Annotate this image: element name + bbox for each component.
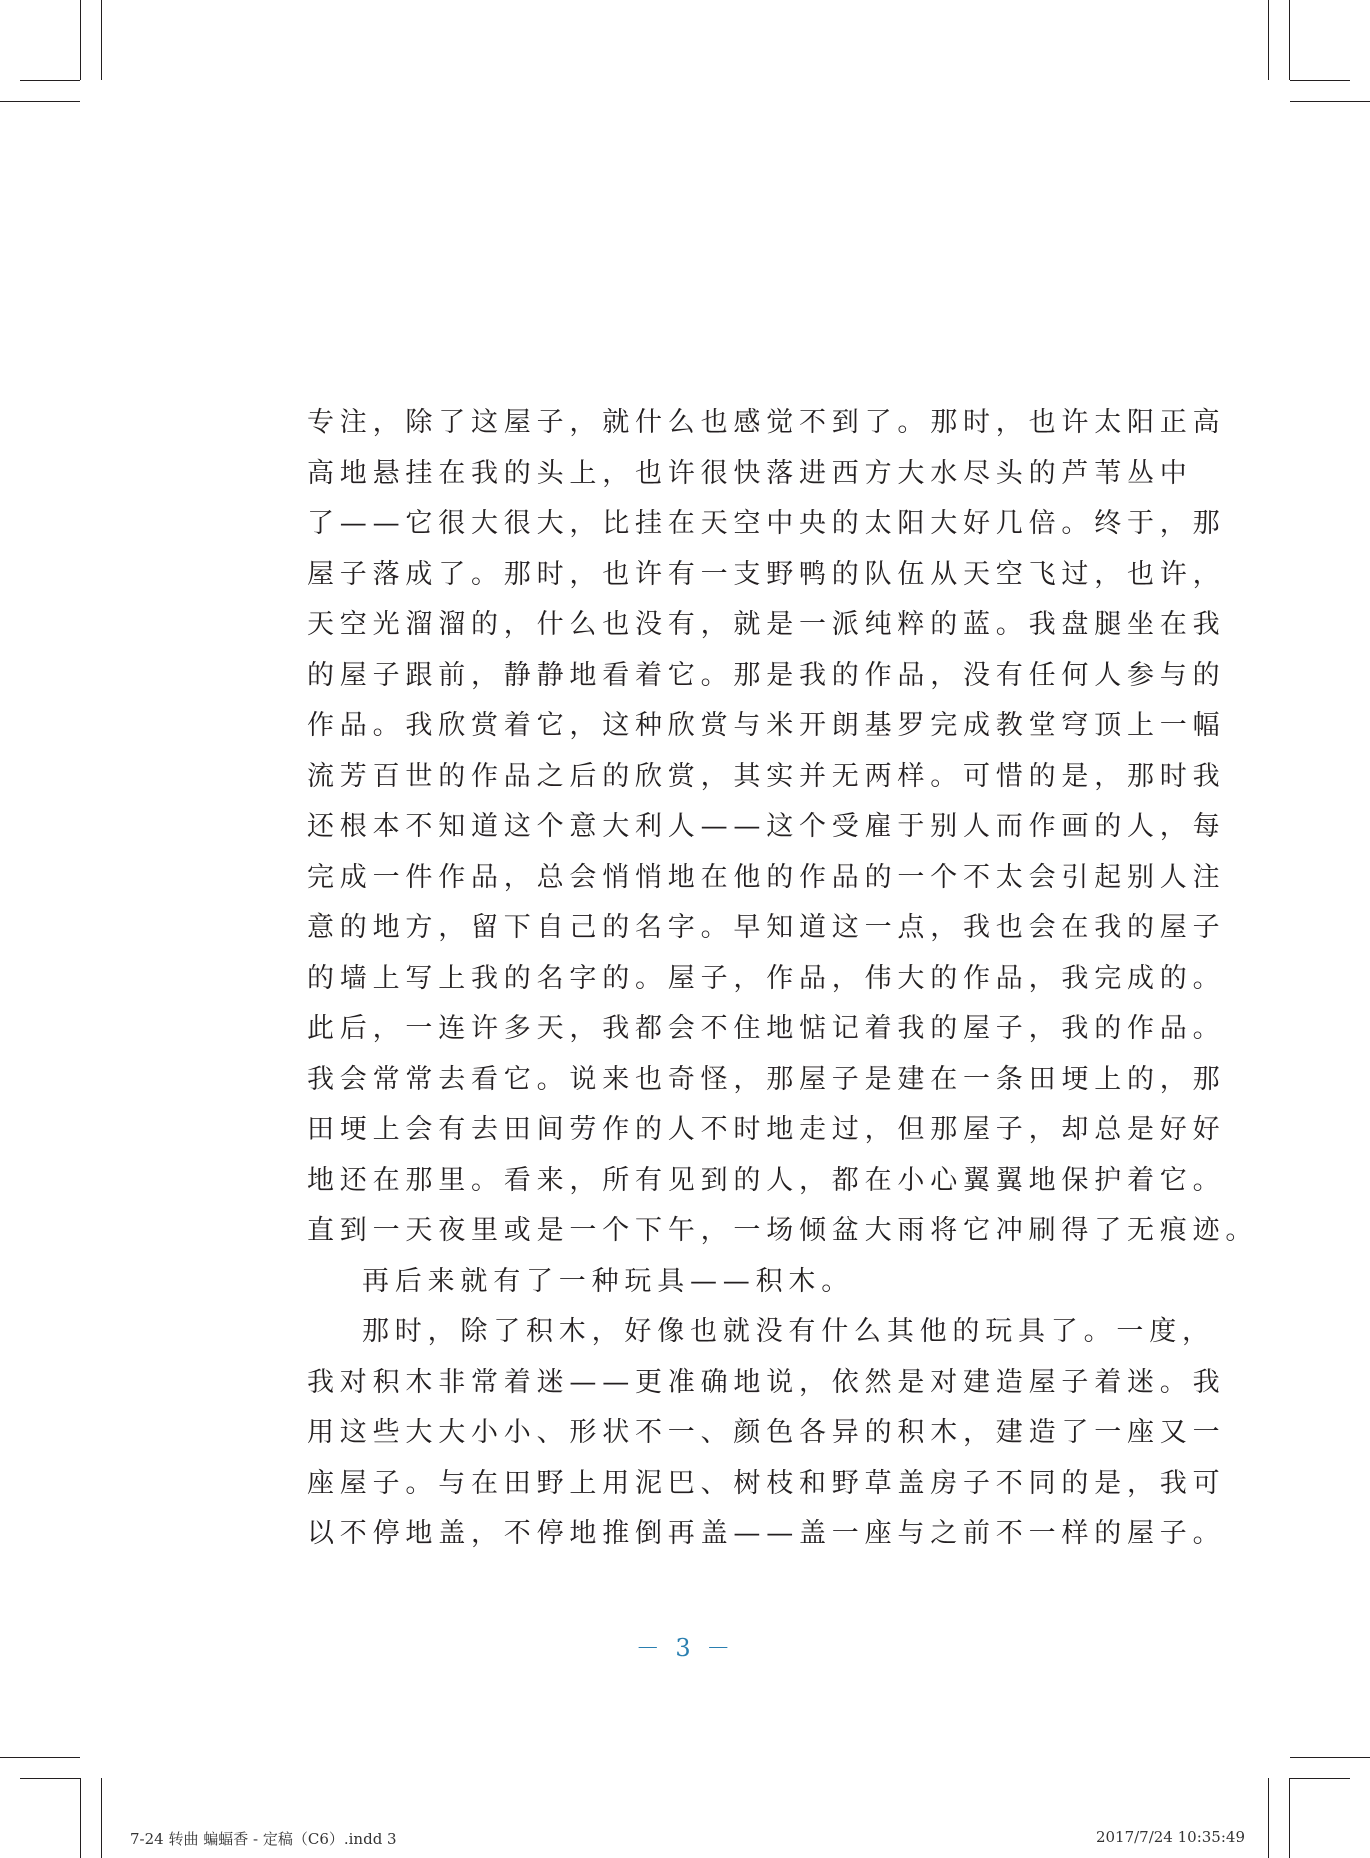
crop-mark xyxy=(1268,0,1269,80)
text-line: 屋子落成了。那时，也许有一支野鸭的队伍从天空飞过，也许， xyxy=(307,558,1226,590)
crop-mark xyxy=(20,80,80,81)
footer-timestamp: 2017/7/24 10:35:49 xyxy=(1095,1828,1245,1846)
text-line: 专注，除了这屋子，就什么也感觉不到了。那时，也许太阳正高 xyxy=(307,407,1226,438)
paragraph-start-line: 那时，除了积木，好像也就没有什么其他的玩具了。一度， xyxy=(362,1316,1215,1347)
crop-mark xyxy=(80,1778,81,1858)
crop-mark xyxy=(1268,1778,1269,1858)
text-line: 此后，一连许多天，我都会不住地惦记着我的屋子，我的作品。 xyxy=(307,1013,1226,1044)
text-line: 我会常常去看它。说来也奇怪，那屋子是建在一条田埂上的，那 xyxy=(307,1063,1226,1095)
text-line: 的屋子跟前，静静地看着它。那是我的作品，没有任何人参与的 xyxy=(307,659,1226,691)
paragraph-start-line: 再后来就有了一种玩具——积木。 xyxy=(362,1265,854,1297)
text-line: 高地悬挂在我的头上，也许很快落进西方大水尽头的芦苇丛中 xyxy=(307,457,1193,489)
crop-mark xyxy=(1289,0,1290,80)
text-line: 意的地方，留下自己的名字。早知道这一点，我也会在我的屋子 xyxy=(307,912,1226,943)
page-number: － 3 － xyxy=(635,1634,735,1662)
crop-mark xyxy=(101,1778,102,1858)
crop-mark xyxy=(1289,1778,1290,1858)
footer-file-info: 7-24 转曲 蝙蝠香 - 定稿（C6）.indd 3 xyxy=(130,1830,397,1848)
crop-mark xyxy=(0,101,80,102)
crop-mark xyxy=(80,0,81,80)
text-line: 直到一天夜里或是一个下午，一场倾盆大雨将它冲刷得了无痕迹。 xyxy=(307,1215,1259,1246)
text-line: 作品。我欣赏着它，这种欣赏与米开朗基罗完成教堂穹顶上一幅 xyxy=(307,710,1226,741)
crop-mark xyxy=(1290,80,1350,81)
crop-mark xyxy=(1290,1778,1350,1779)
crop-mark xyxy=(1290,1757,1370,1758)
text-line: 天空光溜溜的，什么也没有，就是一派纯粹的蓝。我盘腿坐在我 xyxy=(307,609,1226,640)
text-line: 用这些大大小小、形状不一、颜色各异的积木，建造了一座又一 xyxy=(307,1417,1226,1448)
text-line: 流芳百世的作品之后的欣赏，其实并无两样。可惜的是，那时我 xyxy=(307,760,1226,792)
text-line: 的墙上写上我的名字的。屋子，作品，伟大的作品，我完成的。 xyxy=(307,962,1226,994)
text-line: 完成一件作品，总会悄悄地在他的作品的一个不太会引起别人注 xyxy=(307,861,1226,893)
crop-mark xyxy=(1290,101,1370,102)
text-line: 座屋子。与在田野上用泥巴、树枝和野草盖房子不同的是，我可 xyxy=(307,1467,1226,1499)
text-line: 田埂上会有去田间劳作的人不时地走过，但那屋子，却总是好好 xyxy=(307,1114,1226,1145)
text-line: 地还在那里。看来，所有见到的人，都在小心翼翼地保护着它。 xyxy=(307,1164,1226,1196)
crop-mark xyxy=(20,1778,80,1779)
text-line: 还根本不知道这个意大利人——这个受雇于别人而作画的人，每 xyxy=(307,811,1226,842)
text-line: 我对积木非常着迷——更准确地说，依然是对建造屋子着迷。我 xyxy=(307,1366,1226,1398)
crop-mark xyxy=(0,1757,80,1758)
text-line: 了——它很大很大，比挂在天空中央的太阳大好几倍。终于，那 xyxy=(307,508,1226,539)
crop-mark xyxy=(101,0,102,80)
text-line: 以不停地盖，不停地推倒再盖——盖一座与之前不一样的屋子。 xyxy=(307,1518,1226,1549)
body-text xyxy=(307,398,1259,1560)
